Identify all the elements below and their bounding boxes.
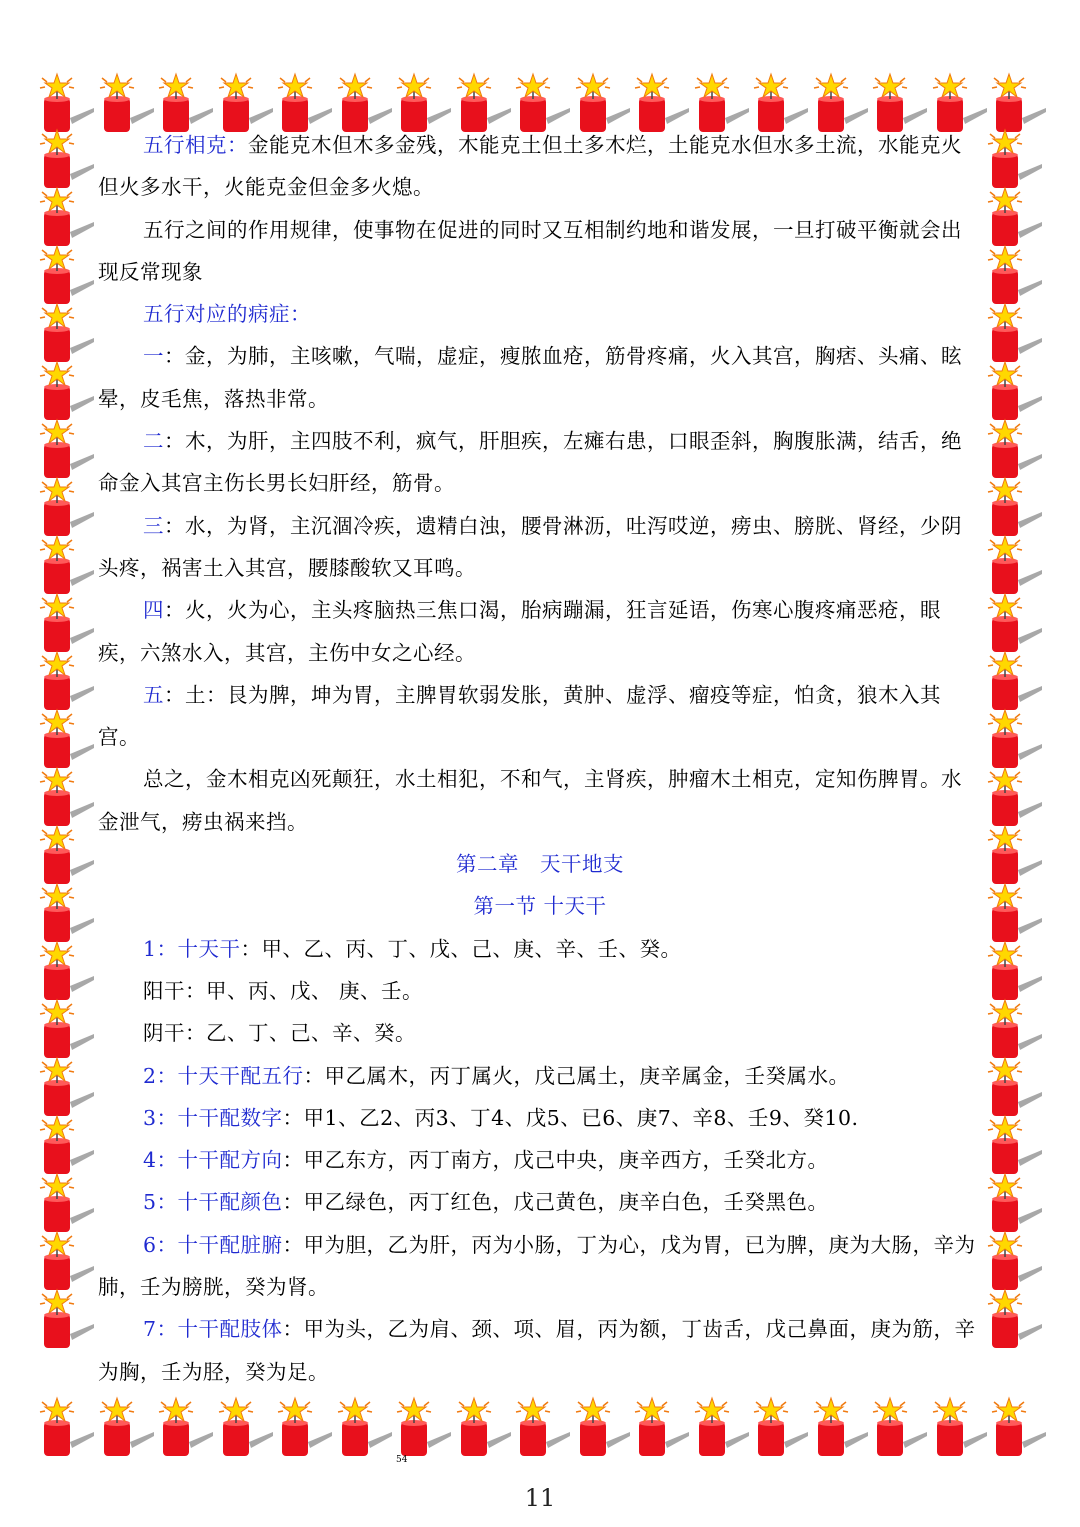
candle-ornament (984, 1288, 1044, 1350)
paragraph-label: 四 (143, 598, 164, 623)
paragraph-wuxing-xiangke: 五行相克：金能克木但木多金残，木能克土但土多木烂，土能克水但水多土流，水能克火但火多水干，火能克金但金多火熄。 (98, 133, 962, 200)
candle-ornament (988, 1396, 1048, 1458)
candle-ornament (631, 1396, 691, 1458)
candle-ornament (984, 1230, 1044, 1292)
candle-ornament (36, 592, 96, 654)
candle-ornament (984, 940, 1044, 1002)
item-label: 3：十干配数字 (143, 1105, 283, 1130)
candle-ornament (691, 1396, 751, 1458)
item-label: 4：十干配方向 (143, 1148, 283, 1173)
candle-ornament (36, 302, 96, 364)
paragraph-label: 三 (143, 513, 164, 538)
candle-ornament (36, 360, 96, 422)
candle-ornament (36, 1172, 96, 1234)
candle-ornament (984, 882, 1044, 944)
item-yin-stems (98, 1012, 982, 1054)
candle-ornament (36, 824, 96, 886)
paragraph-text: 水，为肾，主沉涸冷疾，遗精白浊，腰骨淋沥，吐泻哎逆，痨虫、膀胱、肾经，少阴头疼，祸害土入其宫，腰膝酸软又耳鸣。 (98, 513, 962, 580)
item-stems-colors: 5：十干配颜色：甲乙绿色，丙丁红色，戊己黄色，庚辛白色，壬癸黑色。 (143, 1190, 829, 1215)
candle-ornament (453, 1396, 513, 1458)
item-stems-five-elements: 2：十天干配五行：甲乙属木，丙丁属火，戊己属土，庚辛属金，壬癸属水。 (143, 1063, 850, 1088)
item-stems-directions: 4：十干配方向：甲乙东方，丙丁南方，戊己中央，庚辛西方，壬癸北方。 (143, 1148, 829, 1173)
candle-ornament (36, 998, 96, 1060)
paragraph-text: 五行之间的作用规律，使事物在促进的同时又互相制约地和谐发展，一旦打破平衡就会出现反常现象 (98, 217, 962, 284)
candle-ornament (572, 1396, 632, 1458)
paragraph-wood: 二：木，为肝，主四肢不利，疯气，肝胆疾，左瘫右患，口眼歪斜，胸腹胀满，结舌，绝命金入其宫主伤长男长妇肝经，筋骨。 (98, 429, 962, 496)
item-label: 1：十天干 (143, 936, 241, 961)
paragraph-label: 一 (143, 344, 164, 369)
candle-ornament (36, 186, 96, 248)
candle-ornament (984, 824, 1044, 886)
item-stems-organs: 6：十干配脏腑：甲为胆，乙为肝，丙为小肠，丁为心，戊为胃，已为脾，庚为大肠，辛为肺，壬为膀胱，癸为肾。 (98, 1232, 976, 1300)
item-text: 甲、乙、丙、丁、戊、己、庚、辛、壬、癸。 (261, 936, 682, 961)
candle-ornament (984, 708, 1044, 770)
item-label: 2：十天干配五行 (143, 1063, 304, 1088)
item-text: 甲为头，乙为肩、颈、项、眉，丙为额，丁齿舌，戊己鼻面，庚为筋，辛为胸，壬为胫，癸为足。 (98, 1317, 976, 1384)
paragraph-water: 三：水，为肾，主沉涸冷疾，遗精白浊，腰骨淋沥，吐泻哎逆，痨虫、膀胱、肾经，少阴头疼，祸害土入其宫，腰膝酸软又耳鸣。 (98, 513, 962, 580)
page-body (98, 124, 982, 1393)
item-text: 甲乙属木，丙丁属火，戊己属土，庚辛属金，壬癸属水。 (324, 1063, 850, 1088)
candle-border-left (36, 128, 96, 1398)
candle-ornament (929, 1396, 989, 1458)
candle-ornament (274, 1396, 334, 1458)
candle-ornament (984, 766, 1044, 828)
paragraph-label: 五 (143, 682, 164, 707)
item-text: 阴干：乙、丁、己、辛、癸。 (143, 1021, 416, 1046)
item-label: 7：十干配肢体 (143, 1317, 283, 1342)
candle-ornament (36, 534, 96, 596)
candle-ornament (36, 418, 96, 480)
candle-ornament (984, 128, 1044, 190)
candle-ornament (36, 708, 96, 770)
paragraph-label: 二 (143, 429, 164, 454)
candle-ornament (984, 534, 1044, 596)
paragraph-text: 总之，金木相克凶死颠狂，水土相犯，不和气，主肾疾，肿瘤木土相克，定知伤脾胃。水金泄气，痨虫祸来挡。 (98, 767, 962, 834)
candle-ornament (984, 650, 1044, 712)
candle-ornament (36, 476, 96, 538)
item-text: 阳干：甲、丙、戊、 庚、壬。 (143, 978, 424, 1003)
candle-ornament (393, 1396, 453, 1458)
item-text: 甲乙绿色，丙丁红色，戊己黄色，庚辛白色，壬癸黑色。 (303, 1190, 829, 1215)
candle-ornament (810, 1396, 870, 1458)
paragraph-text: 土：艮为脾，坤为胃，主脾胃软弱发胀，黄肿、虚浮、瘤疫等症，怕贪，狼木入其宫。 (98, 682, 941, 750)
candle-ornament (36, 1114, 96, 1176)
candle-ornament (36, 766, 96, 828)
item-label: 5：十干配颜色 (143, 1190, 283, 1215)
paragraph-heading-diseases (98, 293, 982, 335)
candle-ornament (984, 302, 1044, 364)
candle-ornament (512, 1396, 572, 1458)
page-number: 11 (524, 1484, 556, 1512)
candle-ornament (869, 1396, 929, 1458)
item-stems-numbers: 3：十干配数字：甲1、乙2、丙3、丁4、戊5、已6、庚7、辛8、壬9、癸10. (143, 1105, 859, 1130)
paragraph-fire: 四：火，火为心，主头疼脑热三焦口渴，胎病蹦漏，狂言延语，伤寒心腹疼痛恶疮，眼疾，六煞水入，其宫，主伤中女之心经。 (98, 598, 941, 665)
candle-ornament (36, 128, 96, 190)
candle-border-bottom (36, 1396, 1044, 1458)
source-page-number: 54 (396, 1455, 408, 1465)
candle-ornament (36, 72, 96, 134)
paragraph-earth: 五：土：艮为脾，坤为胃，主脾胃软弱发胀，黄肿、虚浮、瘤疫等症，怕贪，狼木入其宫。 (98, 682, 941, 750)
paragraph-balance (98, 209, 982, 294)
candle-ornament (984, 186, 1044, 248)
candle-ornament (36, 940, 96, 1002)
candle-ornament (984, 476, 1044, 538)
item-text: 甲乙东方，丙丁南方，戊己中央，庚辛西方，壬癸北方。 (303, 1148, 829, 1173)
candle-ornament (984, 1172, 1044, 1234)
candle-ornament (984, 998, 1044, 1060)
candle-ornament (988, 72, 1048, 134)
candle-ornament (984, 1056, 1044, 1118)
candle-ornament (984, 418, 1044, 480)
candle-ornament (36, 244, 96, 306)
candle-ornament (36, 882, 96, 944)
paragraph-text: 金，为肺，主咳嗽，气喘，虚症，瘦脓血疮，筋骨疼痛，火入其宫，胸痞、头痛、眩晕，皮毛焦，落热非常。 (98, 344, 962, 411)
candle-ornament (750, 1396, 810, 1458)
candle-ornament (984, 1114, 1044, 1176)
candle-ornament (36, 1396, 96, 1458)
item-yang-stems (98, 970, 982, 1012)
chapter-title: 第二章 天干地支 (456, 852, 624, 877)
candle-ornament (36, 1288, 96, 1350)
paragraph-label: 五行对应的病症： (143, 302, 311, 327)
item-label: 6：十干配脏腑 (143, 1232, 283, 1257)
candle-ornament (215, 1396, 275, 1458)
item-text: 甲1、乙2、丙3、丁4、戊5、已6、庚7、辛8、壬9、癸10. (303, 1105, 859, 1130)
candle-ornament (36, 1056, 96, 1118)
paragraph-text: 火，火为心，主头疼脑热三焦口渴，胎病蹦漏，狂言延语，伤寒心腹疼痛恶疮，眼疾，六煞水入，其宫，主伤中女之心经。 (98, 598, 941, 665)
item-text: 甲为胆，乙为肝，丙为小肠，丁为心，戊为胃，已为脾，庚为大肠，辛为肺，壬为膀胱，癸为肾。 (98, 1232, 976, 1300)
candle-ornament (334, 1396, 394, 1458)
candle-border-right (984, 128, 1044, 1398)
candle-ornament (96, 1396, 156, 1458)
candle-ornament (36, 1230, 96, 1292)
paragraph-text: 金能克木但木多金残，木能克土但土多木烂，土能克水但水多土流，水能克火但火多水干，火能克金但金多火熄。 (98, 133, 962, 200)
candle-ornament (984, 360, 1044, 422)
item-stems-body: 7：十干配肢体：甲为头，乙为肩、颈、项、眉，丙为额，丁齿舌，戊己鼻面，庚为筋，辛为胸，壬为胫，癸为足。 (98, 1317, 976, 1384)
paragraph-metal: 一：金，为肺，主咳嗽，气喘，虚症，瘦脓血疮，筋骨疼痛，火入其宫，胸痞、头痛、眩晕，皮毛焦，落热非常。 (98, 344, 962, 411)
paragraph-label: 五行相克 (143, 133, 227, 157)
candle-ornament (984, 244, 1044, 306)
candle-ornament (984, 592, 1044, 654)
section-title: 第一节 十天干 (473, 894, 607, 919)
item-ten-stems: 1：十天干：甲、乙、丙、丁、戊、己、庚、辛、壬、癸。 (143, 936, 682, 961)
candle-ornament (36, 650, 96, 712)
paragraph-text: 木，为肝，主四肢不利，疯气，肝胆疾，左瘫右患，口眼歪斜，胸腹胀满，结舌，绝命金入其宫主伤长男长妇肝经，筋骨。 (98, 429, 962, 496)
paragraph-summary (98, 758, 982, 843)
candle-ornament (155, 1396, 215, 1458)
